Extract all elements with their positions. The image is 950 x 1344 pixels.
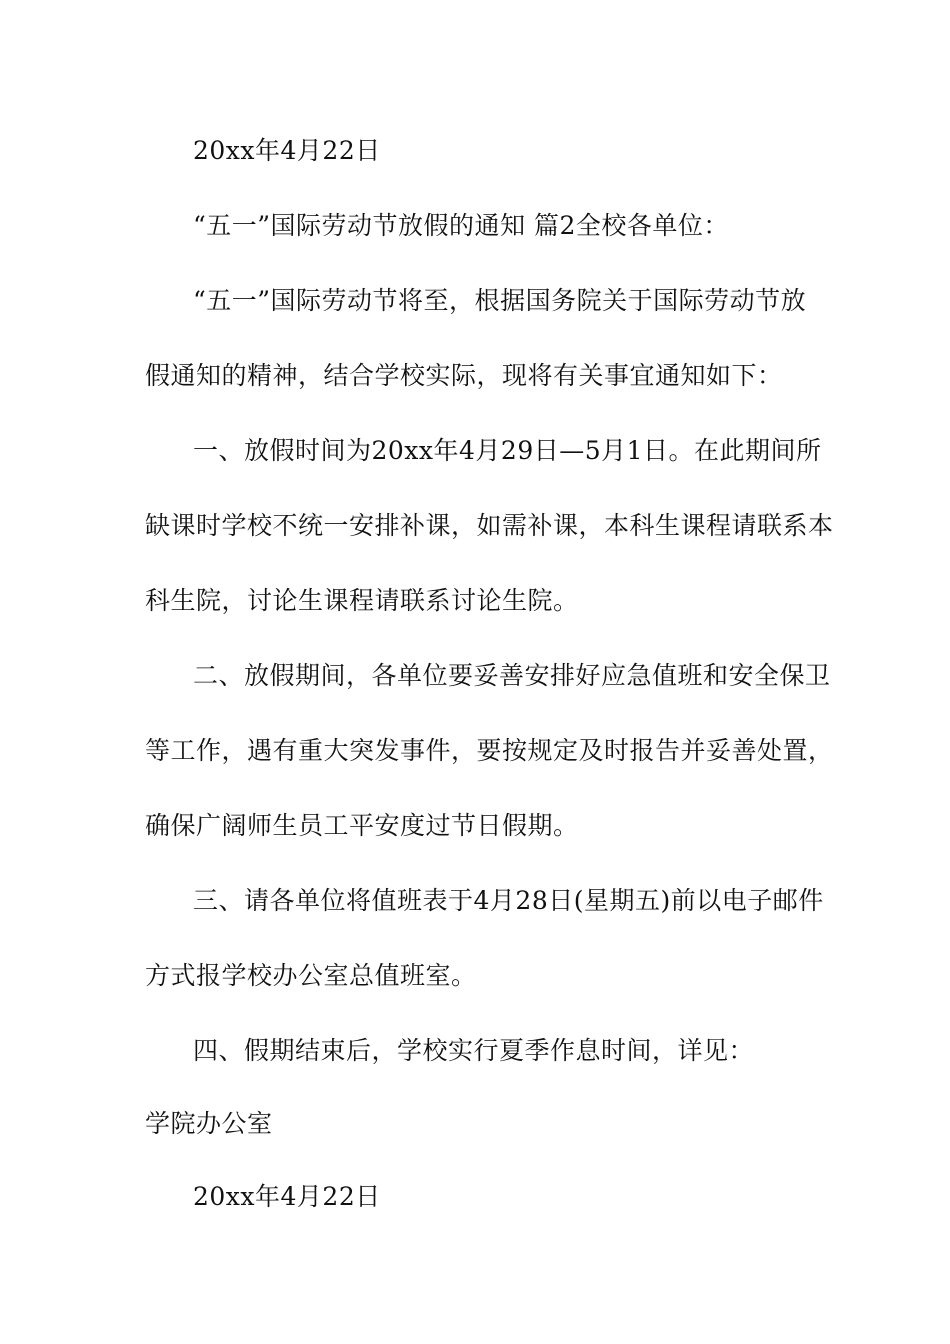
item-three-line-2: 方式报学校办公室总值班室。 [145, 961, 477, 990]
item-two-line-2: 等工作，遇有重大突发事件，要按规定及时报告并妥善处置， [145, 736, 834, 765]
item-two-line-1: 二、放假期间，各单位要妥善安排好应急值班和安全保卫 [193, 661, 831, 690]
item-three-line-1: 三、请各单位将值班表于4月28日(星期五)前以电子邮件 [193, 886, 824, 915]
notice-title-line: “五一”国际劳动节放假的通知 篇2全校各单位： [193, 211, 729, 240]
item-one-line-3: 科生院，讨论生课程请联系讨论生院。 [145, 586, 579, 615]
date-line-top: 20xx年4月22日 [193, 136, 381, 165]
item-one-line-1: 一、放假时间为20xx年4月29日—5月1日。在此期间所 [193, 436, 822, 465]
paragraph-intro-line-2: 假通知的精神，结合学校实际，现将有关事宜通知如下： [145, 361, 783, 390]
item-four-line-1: 四、假期结束后，学校实行夏季作息时间，详见： [193, 1036, 755, 1065]
signature-office: 学院办公室 [145, 1109, 273, 1138]
item-one-line-2: 缺课时学校不统一安排补课，如需补课，本科生课程请联系本 [145, 511, 834, 540]
item-two-line-3: 确保广阔师生员工平安度过节日假期。 [145, 811, 579, 840]
paragraph-intro-line-1: “五一”国际劳动节将至，根据国务院关于国际劳动节放 [193, 286, 807, 315]
date-line-bottom: 20xx年4月22日 [193, 1182, 381, 1211]
